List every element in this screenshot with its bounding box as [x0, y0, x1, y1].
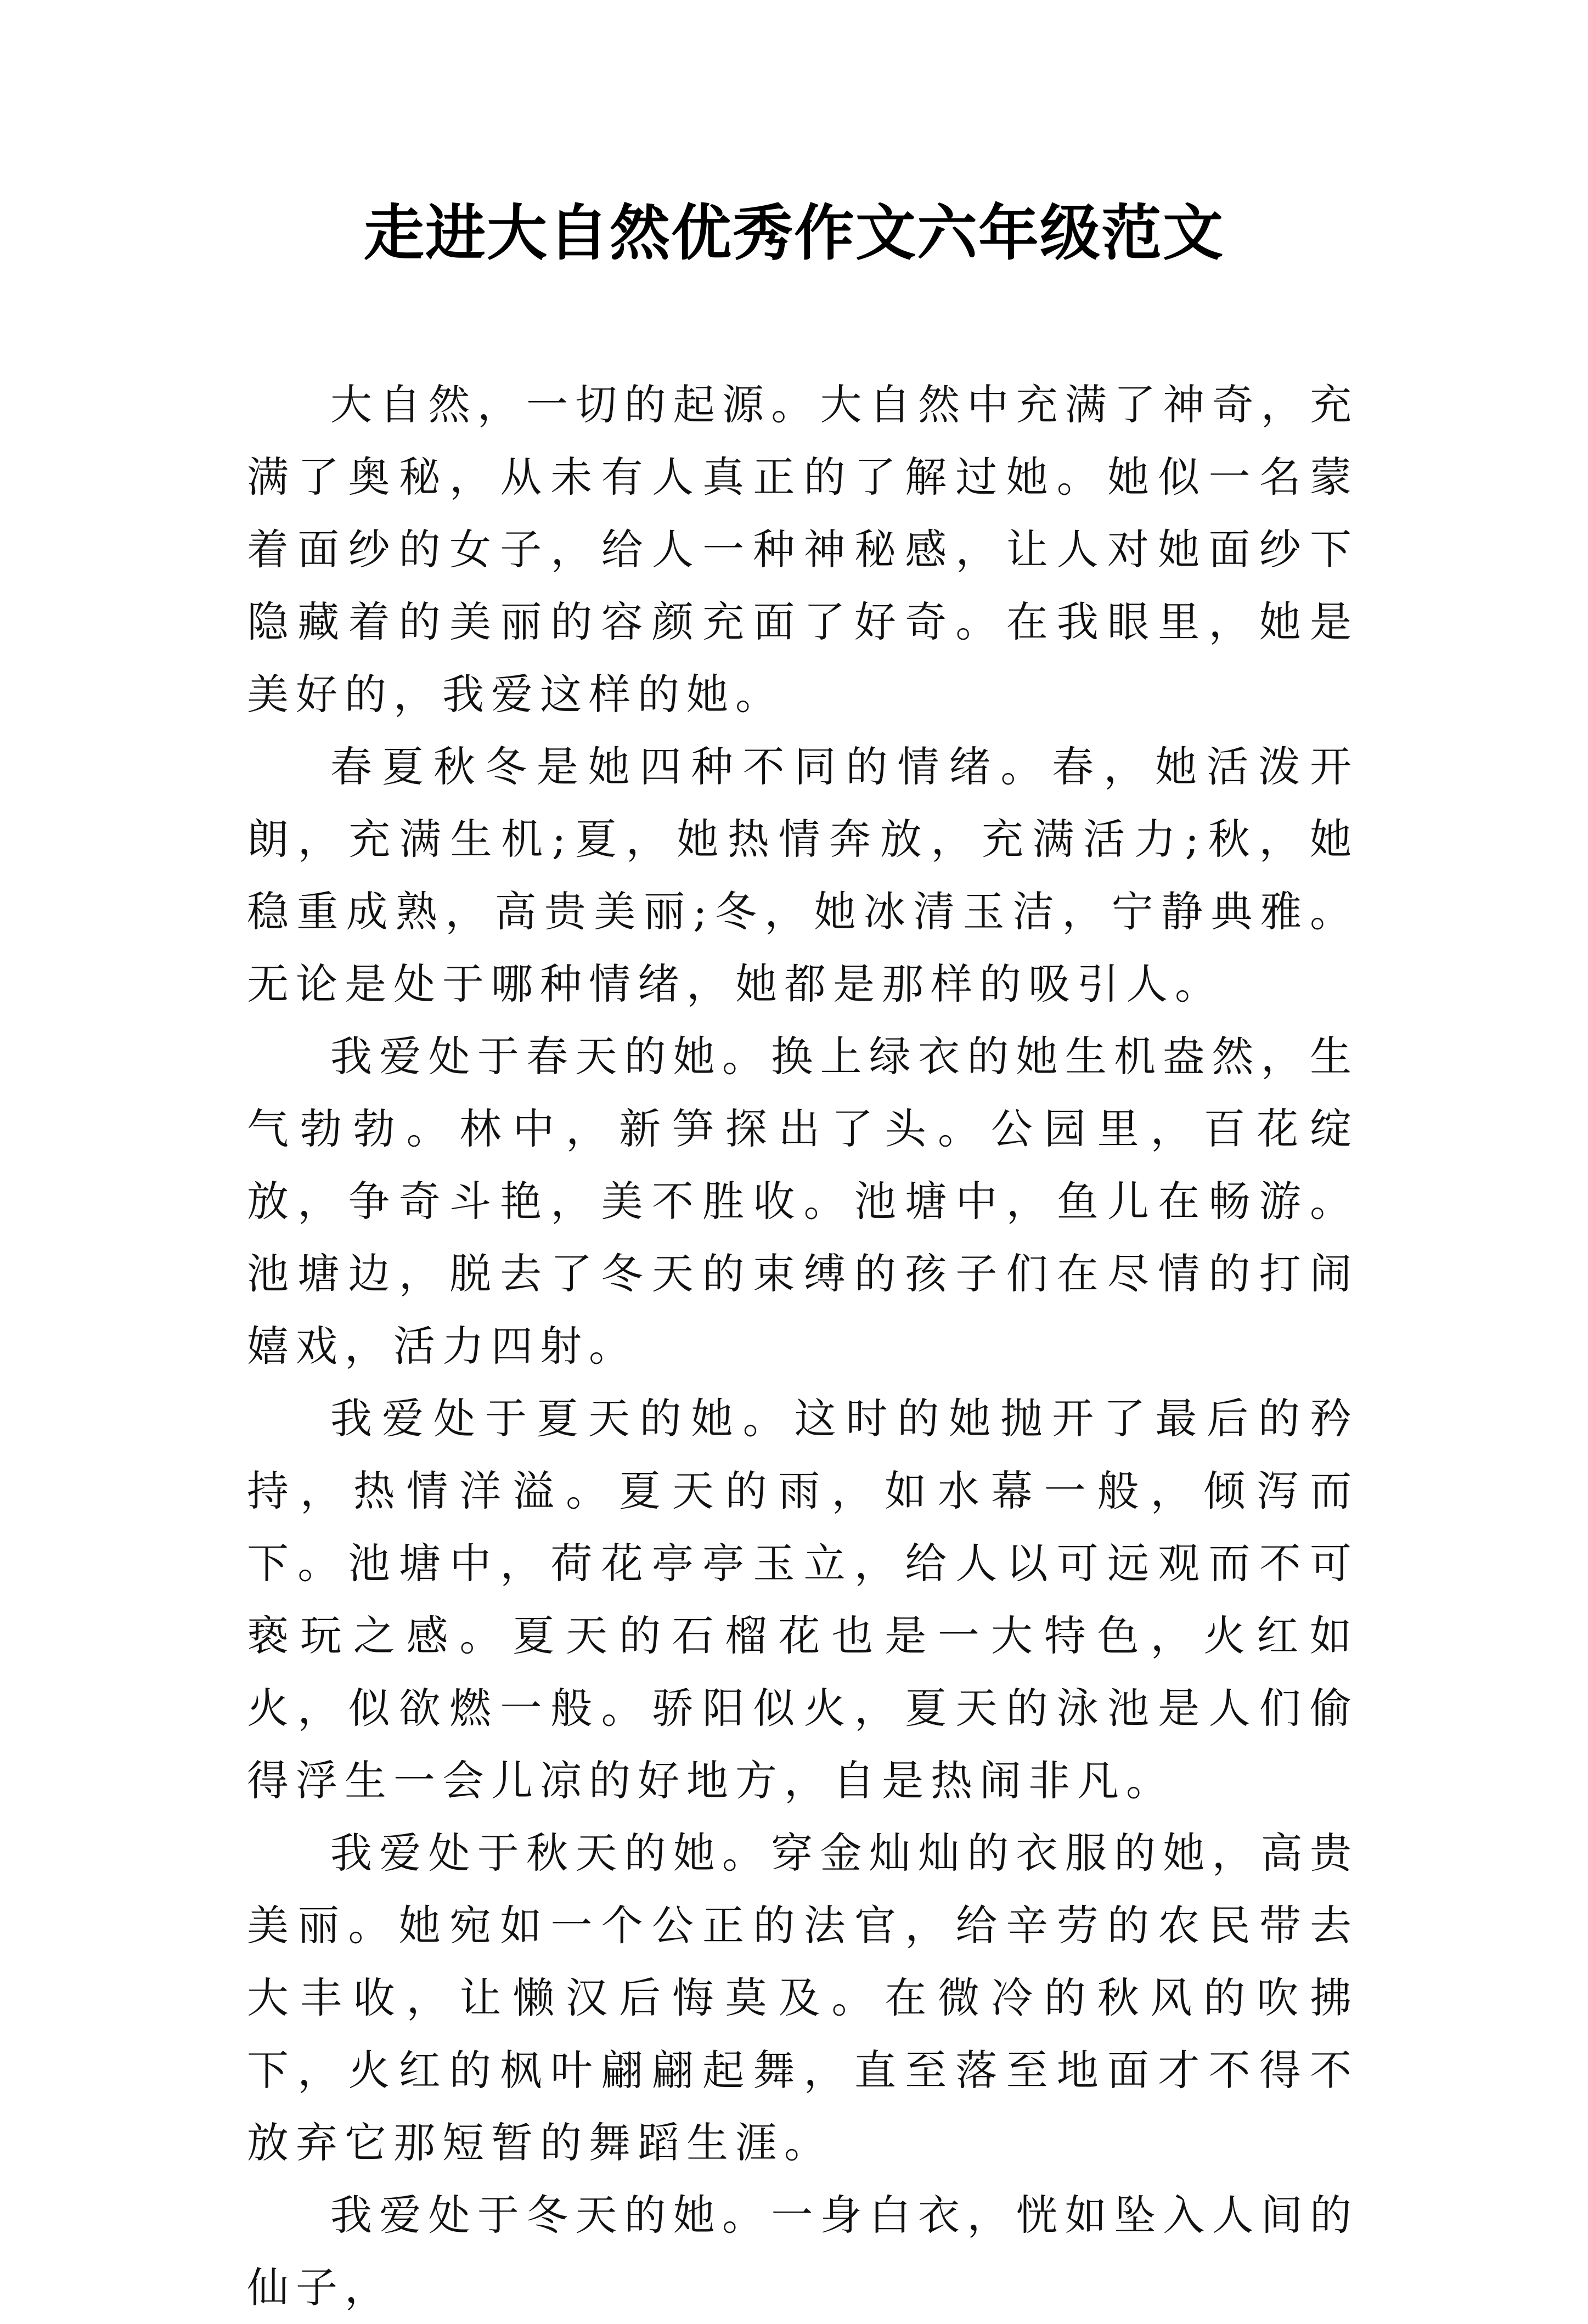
paragraph: 我爱处于冬天的她。一身白衣，恍如坠入人间的仙子，	[247, 2191, 1359, 2312]
document-title: 走进大自然优秀作文六年级范文	[364, 198, 1224, 268]
paragraph: 我爱处于春天的她。换上绿衣的她生机盎然，生气勃勃。林中，新笋探出了头。公园里，百花绽放，争奇斗艳，美不胜收。池塘中，鱼儿在畅游。池塘边，脱去了冬天的束缚的孩子们在尽情的打闹嬉戏，活力四射。	[247, 1032, 1359, 1370]
paragraph: 我爱处于夏天的她。这时的她抛开了最后的矜持，热情洋溢。夏天的雨，如水幕一般，倾泻而下。池塘中，荷花亭亭玉立，给人以可远观而不可亵玩之感。夏天的石榴花也是一大特色，火红如火，似欲燃一般。骄阳似火，夏天的泳池是人们偷得浮生一会儿凉的好地方，自是热闹非凡。	[247, 1394, 1359, 1805]
paragraph: 春夏秋冬是她四种不同的情绪。春，她活泼开朗，充满生机;夏，她热情奔放，充满活力;秋，她稳重成熟，高贵美丽;冬，她冰清玉洁，宁静典雅。无论是处于哪种情绪，她都是那样的吸引人。	[247, 742, 1359, 1008]
paragraph: 我爱处于秋天的她。穿金灿灿的衣服的她，高贵美丽。她宛如一个公正的法官，给辛劳的农民带去大丰收，让懒汉后悔莫及。在微冷的秋风的吹拂下，火红的枫叶翩翩起舞，直至落至地面才不得不放弃它那短暂的舞蹈生涯。	[247, 1829, 1359, 2167]
document-body	[247, 369, 1359, 2324]
paragraph: 大自然，一切的起源。大自然中充满了神奇，充满了奥秘，从未有人真正的了解过她。她似一名蒙着面纱的女子，给人一种神秘感，让人对她面纱下隐藏着的美丽的容颜充面了好奇。在我眼里，她是美好的，我爱这样的她。	[247, 380, 1359, 719]
